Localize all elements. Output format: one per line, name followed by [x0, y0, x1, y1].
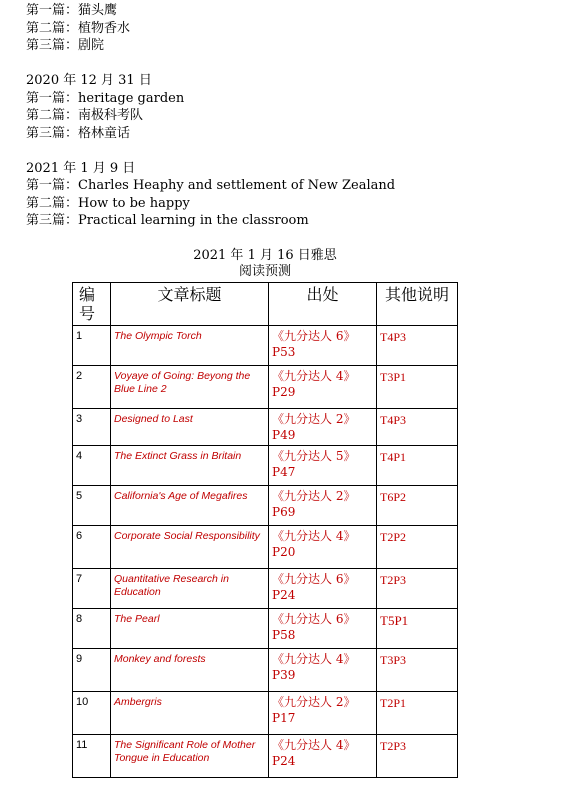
source-book: 《九分达人 6》 — [272, 572, 356, 586]
article-source — [269, 486, 377, 526]
section-3-item-3: 第三篇：Practical learning in the classroom — [26, 213, 309, 228]
article-code: T3P3 — [377, 649, 458, 692]
article-code: T4P3 — [377, 409, 458, 446]
source-book: 《九分达人 2》 — [272, 695, 356, 709]
table-row — [73, 326, 458, 366]
table-row — [73, 735, 458, 778]
source-page: P69 — [272, 505, 296, 519]
article-title: Monkey and forests — [111, 649, 269, 692]
row-number: 7 — [73, 569, 111, 609]
article-title: Designed to Last — [111, 409, 269, 446]
section-2-item-3: 第三篇：格林童话 — [26, 125, 131, 141]
article-code: T2P3 — [377, 569, 458, 609]
table-row — [73, 446, 458, 486]
table-row — [73, 609, 458, 649]
row-number: 6 — [73, 526, 111, 569]
section-2-date: 2020 年 12 月 31 日 — [26, 73, 152, 88]
source-book: 《九分达人 5》 — [272, 449, 356, 463]
article-source — [269, 366, 377, 409]
article-title: Quantitative Research in Education — [111, 569, 269, 609]
article-code: T2P2 — [377, 526, 458, 569]
source-page: P20 — [272, 545, 296, 559]
article-source — [269, 649, 377, 692]
source-book: 《九分达人 6》 — [272, 612, 356, 626]
section-1-item-3: 第三篇：剧院 — [26, 38, 105, 53]
article-code: T2P3 — [377, 735, 458, 778]
row-number: 5 — [73, 486, 111, 526]
article-title: Corporate Social Responsibility — [111, 526, 269, 569]
row-number: 1 — [73, 326, 111, 366]
row-number: 9 — [73, 649, 111, 692]
source-book: 《九分达人 4》 — [272, 369, 356, 383]
article-source — [269, 569, 377, 609]
source-page: P39 — [272, 668, 296, 682]
article-source — [269, 526, 377, 569]
header-title: 文章标题 — [111, 283, 269, 326]
article-title: The Pearl — [111, 609, 269, 649]
section-2-item-2: 第二篇：南极科考队 — [26, 108, 144, 123]
source-page: P58 — [272, 628, 296, 642]
article-source — [269, 735, 377, 778]
article-source — [269, 326, 377, 366]
table-row — [73, 366, 458, 409]
source-book: 《九分达人 4》 — [272, 652, 356, 666]
source-page: P53 — [272, 345, 296, 359]
article-source — [269, 692, 377, 735]
article-title: The Significant Role of Mother Tongue in Education — [111, 735, 269, 778]
article-code: T2P1 — [377, 692, 458, 735]
source-page: P49 — [272, 428, 296, 442]
article-code: T4P1 — [377, 446, 458, 486]
table-row — [73, 486, 458, 526]
source-book: 《九分达人 4》 — [272, 738, 356, 752]
source-page: P24 — [272, 754, 296, 768]
source-book: 《九分达人 4》 — [272, 529, 356, 543]
row-number: 2 — [73, 366, 111, 409]
header-source: 出处 — [269, 283, 377, 326]
table-row — [73, 409, 458, 446]
section-3-item-2: 第二篇：How to be happy — [26, 195, 190, 211]
header-notes: 其他说明 — [377, 283, 458, 326]
section-1-item-2: 第二篇：植物香水 — [26, 20, 131, 36]
section-3-item-1: 第一篇：Charles Heaphy and settlement of New Zealand — [26, 178, 396, 193]
section-2-item-1: 第一篇：heritage garden — [26, 90, 185, 106]
article-code: T3P1 — [377, 366, 458, 409]
source-page: P47 — [272, 465, 296, 479]
section-3-date: 2021 年 1 月 9 日 — [26, 160, 136, 176]
row-number: 8 — [73, 609, 111, 649]
table-row — [73, 569, 458, 609]
article-title: Voyaye of Going: Beyong the Blue Line 2 — [111, 366, 269, 409]
row-number: 4 — [73, 446, 111, 486]
article-title: The Olympic Torch — [111, 326, 269, 366]
section-1-item-1: 第一篇：猫头鹰 — [26, 3, 118, 18]
source-page: P17 — [272, 711, 296, 725]
schedule-lines — [26, 2, 395, 230]
source-book: 《九分达人 2》 — [272, 412, 356, 426]
article-title: California's Age of Megafires — [111, 486, 269, 526]
header-num: 编号 — [73, 283, 111, 326]
article-source — [269, 409, 377, 446]
article-code: T4P3 — [377, 326, 458, 366]
table-subtitle: 阅读预测 — [238, 264, 291, 279]
table-row — [73, 649, 458, 692]
reading-prediction-table — [72, 282, 458, 778]
table-title: 2021 年 1 月 16 日雅思 — [193, 248, 337, 263]
row-number: 11 — [73, 735, 111, 778]
source-page: P29 — [272, 385, 296, 399]
article-title: Ambergris — [111, 692, 269, 735]
source-book: 《九分达人 6》 — [272, 329, 356, 343]
table-row — [73, 526, 458, 569]
article-code: T5P1 — [377, 609, 458, 649]
article-title: The Extinct Grass in Britain — [111, 446, 269, 486]
source-page: P24 — [272, 588, 296, 602]
source-book: 《九分达人 2》 — [272, 489, 356, 503]
row-number: 10 — [73, 692, 111, 735]
article-code: T6P2 — [377, 486, 458, 526]
table-row — [73, 692, 458, 735]
row-number: 3 — [73, 409, 111, 446]
article-source — [269, 609, 377, 649]
article-source — [269, 446, 377, 486]
